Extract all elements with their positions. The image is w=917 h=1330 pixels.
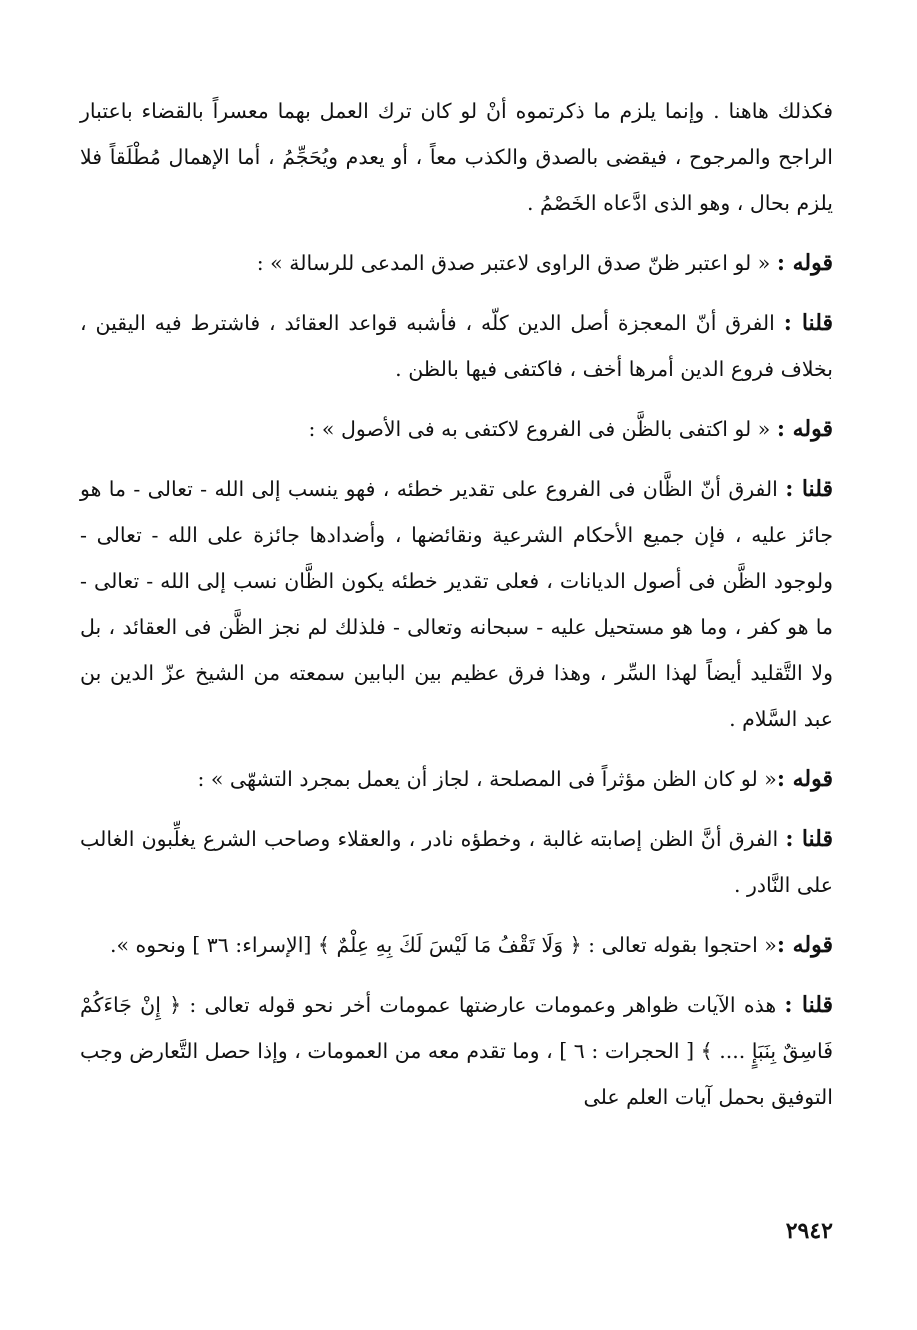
paragraph-qawluh-3 [80,756,833,802]
paragraph-text: هذه الآيات ظواهر وعمومات عارضتها عمومات أخر نحو قوله تعالى : ﴿ إِنْ جَاءَكُمْ فَاسِقٌ بِنَبَإٍ .... ﴾ [ الحجرات : ٦ ] ، وما تقدم معه من العمومات ، وإذا حصل التَّعارض وجب التوفيق بحمل آيات العلم على [80,993,834,1109]
paragraph-qawluh-4 [80,922,833,968]
paragraph-lead-qawluh: قوله : [776,250,833,276]
paragraph-lead-qulna: قلنا : [785,476,833,502]
paragraph-qulna-2 [80,466,833,742]
paragraph-text: « لو اكتفى بالظَّن فى الفروع لاكتفى به فى الأصول » : [308,417,777,441]
paragraph-lead-qulna: قلنا : [784,992,834,1018]
paragraph-lead-qawluh: قوله : [776,766,833,792]
paragraph-text: الفرق أنّ الظَّان فى الفروع على تقدير خطئه ، فهو ينسب إلى الله - تعالى - ما هو جائز عليه ، فإن جميع الأحكام الشرعية ونقائضها ، وأضدادها جائزة على الله - تعالى - ولوجود الظَّن فى أصول الديانات ، فعلى تقدير خطئه يكون الظَّان نسب إلى الله - تعالى - ما هو كفر ، وما هو مستحيل عليه - سبحانه وتعالى - فلذلك لم نجز الظَّن فى العقائد ، بل ولا التَّقليد أيضاً لهذا السِّر ، وهذا فرق عظيم بين البابين سمعته من الشيخ عزّ الدين بن عبد السَّلام . [80,477,833,731]
paragraph-qulna-3 [80,816,833,908]
paragraph-lead-qulna: قلنا : [783,310,833,336]
paragraph-text: الفرق أنّ المعجزة أصل الدين كلّه ، فأشبه قواعد العقائد ، فاشترط فيه اليقين ، بخلاف فروع الدين أمرها أخف ، فاكتفى فيها بالظن . [80,311,833,381]
paragraph-qulna-1 [80,300,833,392]
paragraph-lead-qawluh: قوله : [776,932,833,958]
paragraph-text: « احتجوا بقوله تعالى : ﴿ وَلَا تَقْفُ مَا لَيْسَ لَكَ بِهِ عِلْمٌ ﴾ [الإسراء: ٣٦ ] ونحوه ». [109,933,777,957]
paragraph-text: الفرق أنَّ الظن إصابته غالبة ، وخطؤه نادر ، والعقلاء وصاحب الشرع يغلِّبون الغالب على النَّادر . [80,827,833,897]
paragraph-intro [80,88,833,226]
paragraph-qawluh-2 [80,406,833,452]
paragraph-qawluh-1 [80,240,833,286]
paragraph-text: « لو اعتبر ظنّ صدق الراوى لاعتبر صدق المدعى للرسالة » : [256,251,777,275]
page-number: ٢٩٤٢ [785,1218,833,1244]
paragraph-lead-qawluh: قوله : [776,416,833,442]
paragraph-lead-qulna: قلنا : [785,826,833,852]
paragraph-text: فكذلك هاهنا . وإنما يلزم ما ذكرتموه أنْ لو كان ترك العمل بهما معسراً بالقضاء باعتبار الراجح والمرجوح ، فيقضى بالصدق والكذب معاً ، أو يعدم ويُحَجِّمُ ، أما الإهمال مُطْلَقاً فلا يلزم بحال ، وهو الذى ادَّعاه الخَصْمُ . [80,99,833,215]
paragraph-qulna-4 [80,982,833,1120]
paragraph-text: « لو كان الظن مؤثراً فى المصلحة ، لجاز أن يعمل بمجرد التشهّى » : [197,767,777,791]
